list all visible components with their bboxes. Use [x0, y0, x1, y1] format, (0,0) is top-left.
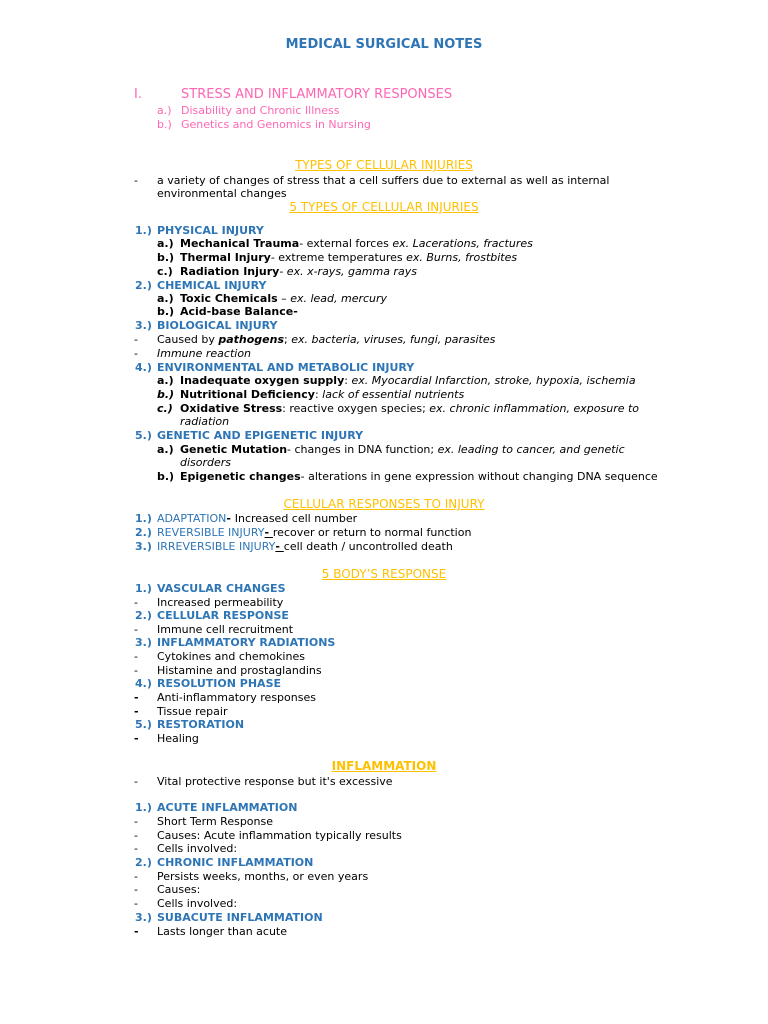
heading-body-response: 5 BODY’S RESPONSE — [321, 567, 447, 581]
bullet-text: Cells involved: — [157, 842, 238, 855]
bullet-dash: - — [134, 650, 138, 663]
list-number: 3.) — [135, 636, 152, 649]
response-title: RESOLUTION PHASE — [157, 677, 282, 690]
list-number: 5.) — [135, 718, 152, 731]
list-number: 3.) — [135, 540, 152, 553]
list-number: 1.) — [135, 512, 152, 525]
response-title: VASCULAR CHANGES — [157, 582, 286, 595]
bullet-dash: - — [134, 691, 139, 704]
inflammation-type-title: SUBACUTE INFLAMMATION — [157, 911, 323, 924]
sub-letter: b.) — [157, 470, 175, 483]
bullet-text: Persists weeks, months, or even years — [157, 870, 369, 883]
sub-letter: c.) — [157, 265, 173, 278]
section-subitem-letter: a.) — [157, 104, 172, 117]
bullet-text: Cells involved: — [157, 897, 238, 910]
list-item: Nutritional Deficiency: lack of essential nutrients — [180, 388, 465, 401]
response-title: RESTORATION — [157, 718, 245, 731]
definition-line: a variety of changes of stress that a cell suffers due to external as well as internal — [157, 174, 610, 187]
sub-letter: a.) — [157, 237, 174, 250]
list-item: ADAPTATION- Increased cell number — [157, 512, 358, 525]
sub-letter: a.) — [157, 292, 174, 305]
bullet-text: Causes: Acute inflammation typically results — [157, 829, 402, 842]
bullet-text: Cytokines and chemokines — [157, 650, 305, 663]
list-number: 1.) — [135, 582, 152, 595]
sub-letter: b.) — [157, 305, 175, 318]
bullet-text: Immune reaction — [157, 347, 252, 360]
bullet-text: Increased permeability — [157, 596, 284, 609]
bullet-dash: - — [134, 732, 139, 745]
list-item: Toxic Chemicals – ex. lead, mercury — [180, 292, 388, 305]
list-number: 1.) — [135, 801, 152, 814]
injury-type-title: BIOLOGICAL INJURY — [157, 319, 278, 332]
bullet-dash: - — [134, 664, 138, 677]
list-number: 2.) — [135, 526, 152, 539]
injury-type-title: PHYSICAL INJURY — [157, 224, 264, 237]
bullet-dash: - — [134, 705, 139, 718]
heading-inflammation: INFLAMMATION — [331, 759, 437, 773]
list-item: Genetic Mutation- changes in DNA function; ex. leading to cancer, and genetic — [180, 443, 625, 456]
bullet-dash: - — [134, 925, 139, 938]
injury-type-title: CHEMICAL INJURY — [157, 279, 267, 292]
bullet-dash: - — [134, 897, 138, 910]
section-subitem-letter: b.) — [157, 118, 172, 131]
bullet-text: Lasts longer than acute — [157, 925, 288, 938]
list-item: Radiation Injury- ex. x-rays, gamma rays — [180, 265, 417, 278]
list-item: REVERSIBLE INJURY- recover or return to normal function — [157, 526, 472, 539]
list-item: Oxidative Stress: reactive oxygen species; ex. chronic inflammation, exposure to — [180, 402, 640, 415]
list-number: 3.) — [135, 911, 152, 924]
list-number: 5.) — [135, 429, 152, 442]
section-subitem: Disability and Chronic Illness — [181, 104, 340, 117]
bullet-text: Histamine and prostaglandins — [157, 664, 322, 677]
list-item: Acid-base Balance- — [180, 305, 298, 318]
injury-type-title: GENETIC AND EPIGENETIC INJURY — [157, 429, 364, 442]
section-number: I. — [134, 87, 142, 102]
list-item: Mechanical Trauma- external forces ex. Lacerations, fractures — [180, 237, 533, 250]
list-number: 1.) — [135, 224, 152, 237]
sub-letter: a.) — [157, 443, 174, 456]
bullet-text: Causes: — [157, 883, 201, 896]
bullet-text: Healing — [157, 732, 199, 745]
sub-letter: b.) — [157, 388, 175, 401]
list-number: 4.) — [135, 677, 152, 690]
bullet-dash: - — [134, 829, 138, 842]
section-title: STRESS AND INFLAMMATORY RESPONSES — [181, 87, 453, 102]
bullet-dash: - — [134, 623, 138, 636]
bullet-text: Tissue repair — [157, 705, 228, 718]
page-title: MEDICAL SURGICAL NOTES — [285, 37, 483, 52]
bullet-dash: - — [134, 174, 138, 187]
response-title: INFLAMMATORY RADIATIONS — [157, 636, 336, 649]
sub-letter: b.) — [157, 251, 175, 264]
bullet-text: Caused by pathogens; ex. bacteria, viruses, fungi, parasites — [157, 333, 496, 346]
list-number: 2.) — [135, 279, 152, 292]
bullet-dash: - — [134, 870, 138, 883]
sub-letter: a.) — [157, 374, 174, 387]
heading-cellular-responses: CELLULAR RESPONSES TO INJURY — [283, 497, 485, 511]
bullet-dash: - — [134, 775, 138, 788]
bullet-text: Vital protective response but it's excessive — [157, 775, 393, 788]
sub-letter: c.) — [157, 402, 173, 415]
definition-line: environmental changes — [157, 187, 287, 200]
heading-five-types: 5 TYPES OF CELLULAR INJURIES — [289, 200, 479, 214]
list-item: Thermal Injury- extreme temperatures ex. Burns, frostbites — [180, 251, 518, 264]
bullet-dash: - — [134, 883, 138, 896]
section-subitem: Genetics and Genomics in Nursing — [181, 118, 371, 131]
list-number: 4.) — [135, 361, 152, 374]
bullet-dash: - — [134, 815, 138, 828]
list-item: Epigenetic changes- alterations in gene expression without changing DNA sequence — [180, 470, 658, 483]
response-title: CELLULAR RESPONSE — [157, 609, 289, 622]
bullet-text: Anti-inflammatory responses — [157, 691, 316, 704]
inflammation-type-title: ACUTE INFLAMMATION — [157, 801, 298, 814]
bullet-text: Short Term Response — [157, 815, 274, 828]
injury-type-title: ENVIRONMENTAL AND METABOLIC INJURY — [157, 361, 415, 374]
bullet-dash: - — [134, 347, 138, 360]
list-number: 3.) — [135, 319, 152, 332]
list-item: IRREVERSIBLE INJURY- cell death / uncontrolled death — [157, 540, 453, 553]
list-item: Inadequate oxygen supply: ex. Myocardial Infarction, stroke, hypoxia, ischemia — [180, 374, 636, 387]
heading-types-of-cellular-injuries: TYPES OF CELLULAR INJURIES — [295, 158, 473, 172]
list-number: 2.) — [135, 856, 152, 869]
bullet-dash: - — [134, 596, 138, 609]
list-number: 2.) — [135, 609, 152, 622]
list-item-continued: radiation — [180, 415, 230, 428]
bullet-dash: - — [134, 333, 138, 346]
list-item-continued: disorders — [180, 456, 232, 469]
bullet-text: Immune cell recruitment — [157, 623, 294, 636]
bullet-dash: - — [134, 842, 138, 855]
inflammation-type-title: CHRONIC INFLAMMATION — [157, 856, 314, 869]
